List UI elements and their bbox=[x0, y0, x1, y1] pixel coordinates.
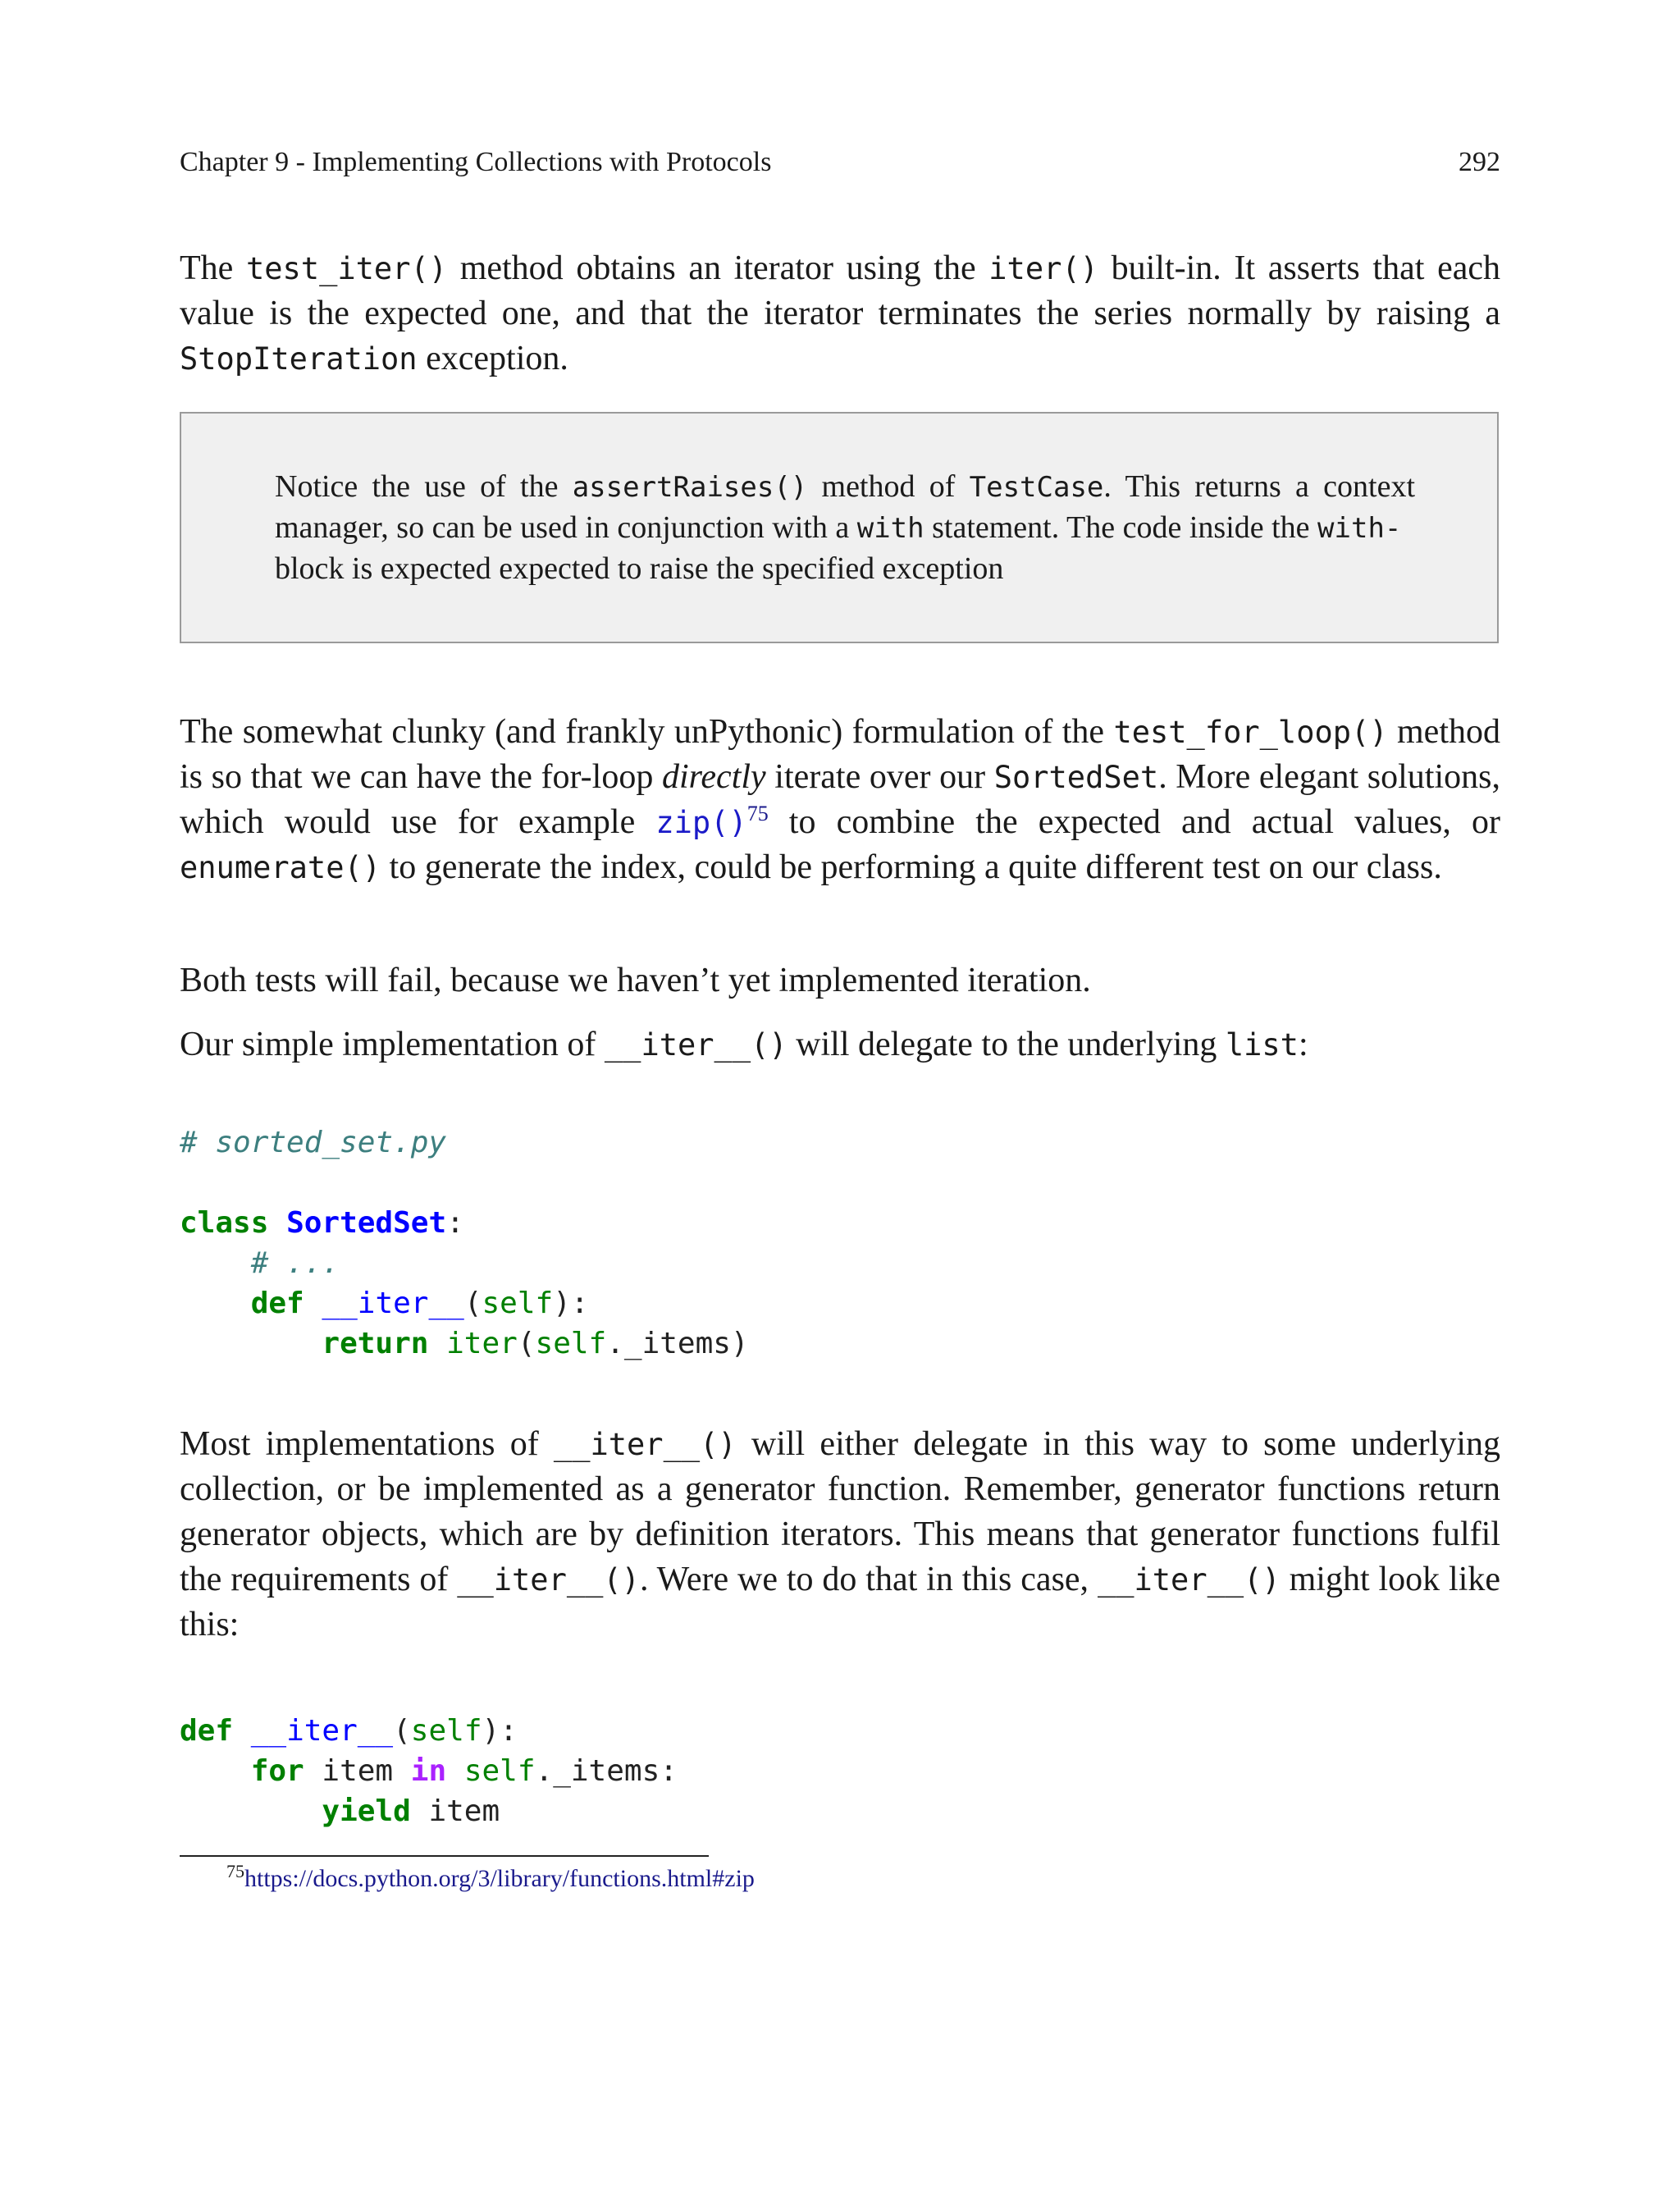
emphasis: directly bbox=[661, 758, 766, 796]
code-comment: # ... bbox=[250, 1246, 340, 1280]
code-attribute: ._items: bbox=[535, 1754, 678, 1788]
text: The bbox=[180, 249, 246, 287]
inline-code: __iter__() bbox=[553, 1427, 737, 1462]
code-punctuation: ( bbox=[463, 1287, 482, 1320]
page-number: 292 bbox=[1459, 147, 1500, 177]
code-block-sorted-set bbox=[180, 1122, 749, 1364]
code-self: self bbox=[463, 1754, 536, 1788]
code-block-generator bbox=[180, 1711, 678, 1831]
code-keyword: for bbox=[250, 1754, 304, 1788]
inline-code: test_iter() bbox=[245, 251, 448, 286]
inline-code: assertRaises() bbox=[572, 471, 808, 504]
paragraph-most-implementations bbox=[180, 1422, 1500, 1648]
code-builtin: iter bbox=[446, 1327, 518, 1360]
inline-code: __iter__() bbox=[1097, 1562, 1281, 1598]
inline-code: enumerate() bbox=[180, 850, 381, 885]
text: will delegate to the underlying bbox=[787, 1026, 1226, 1063]
code-operator: in bbox=[410, 1754, 447, 1788]
code-variable: item bbox=[304, 1754, 411, 1788]
text: . This returns a context manager, so can be used in conjunction with a bbox=[275, 469, 1415, 545]
code-keyword: return bbox=[322, 1327, 429, 1360]
footnote-number: 75 bbox=[226, 1861, 244, 1881]
text: . Were we to do that in this case, bbox=[639, 1561, 1098, 1598]
code-function-name: __iter__ bbox=[322, 1287, 464, 1320]
text: statement. The code inside the bbox=[924, 510, 1318, 545]
footnote-ref[interactable]: 75 bbox=[746, 802, 769, 825]
text: method of bbox=[807, 469, 970, 504]
text: to generate the index, could be performing a quite different test on our class. bbox=[381, 848, 1442, 886]
code-self: self bbox=[482, 1287, 554, 1320]
paragraph-tests-fail: Both tests will fail, because we haven’t yet implemented iteration. bbox=[180, 962, 1091, 999]
code-punctuation: ( bbox=[393, 1714, 411, 1748]
text: iterate over our bbox=[765, 758, 994, 796]
chapter-title: Chapter 9 - Implementing Collections with Protocols bbox=[180, 147, 772, 177]
text: Most implementations of bbox=[180, 1425, 554, 1463]
inline-code: test_for_loop() bbox=[1113, 715, 1388, 750]
inline-code: StopIteration bbox=[180, 341, 418, 377]
text: method is so that we can have the for-loop bbox=[180, 713, 1500, 796]
code-keyword: class bbox=[180, 1206, 269, 1240]
inline-code: with- bbox=[1317, 512, 1402, 545]
text: : bbox=[1298, 1026, 1308, 1063]
inline-code: __iter__() bbox=[457, 1562, 640, 1598]
code-self: self bbox=[410, 1714, 482, 1748]
aside-note-box bbox=[180, 412, 1499, 643]
code-variable: item bbox=[410, 1794, 500, 1828]
code-attribute: ._items) bbox=[606, 1327, 749, 1360]
text: to combine the expected and actual values, or bbox=[768, 803, 1500, 841]
text: . More elegant solutions, which would use for example bbox=[180, 758, 1500, 841]
code-keyword: def bbox=[250, 1287, 304, 1320]
footnote-divider bbox=[180, 1855, 709, 1857]
text: block is expected expected to raise the specified exception bbox=[275, 551, 1004, 586]
inline-code: __iter__() bbox=[604, 1027, 788, 1063]
paragraph-test-iter bbox=[180, 246, 1500, 382]
text: built-in. It asserts that each value is the expected one, and that the iterator terminates the series normally by raising a bbox=[180, 249, 1500, 332]
code-punctuation: ): bbox=[553, 1287, 589, 1320]
code-self: self bbox=[535, 1327, 607, 1360]
code-comment: # sorted_set.py bbox=[180, 1126, 447, 1159]
running-header bbox=[180, 146, 1500, 179]
inline-code: list bbox=[1225, 1027, 1299, 1063]
inline-code: with bbox=[856, 512, 924, 545]
text: will either delegate in this way to some underlying collection, or be implemented as a generator function. Remember, generator functions return generator objects, which are by definition iterators. This means that generator functions fulfil the requirements of bbox=[180, 1425, 1501, 1598]
aside-text bbox=[275, 467, 1415, 589]
text: exception. bbox=[417, 340, 568, 377]
code-class-name: SortedSet bbox=[286, 1206, 447, 1240]
inline-code: TestCase bbox=[969, 471, 1104, 504]
paragraph-simple-impl bbox=[180, 1022, 1500, 1067]
code-function-name: __iter__ bbox=[250, 1714, 394, 1748]
text: Our simple implementation of bbox=[180, 1026, 605, 1063]
inline-code: iter() bbox=[988, 251, 1098, 286]
code-keyword: def bbox=[180, 1714, 234, 1748]
inline-code: SortedSet bbox=[993, 760, 1159, 795]
text: method obtains an iterator using the bbox=[447, 249, 989, 287]
text: might look like this: bbox=[180, 1561, 1501, 1643]
text: Notice the use of the bbox=[275, 469, 573, 504]
footnote-link[interactable]: https://docs.python.org/3/library/functions.html#zip bbox=[244, 1865, 755, 1892]
code-punctuation: ( bbox=[517, 1327, 536, 1360]
paragraph-test-for-loop bbox=[180, 710, 1500, 890]
footnote bbox=[226, 1861, 755, 1894]
text: The somewhat clunky (and frankly unPythonic) formulation of the bbox=[180, 713, 1114, 751]
code-punctuation: : bbox=[446, 1206, 464, 1240]
code-keyword: yield bbox=[322, 1794, 411, 1828]
zip-link[interactable]: zip() bbox=[655, 805, 747, 840]
code-punctuation: ): bbox=[482, 1714, 518, 1748]
